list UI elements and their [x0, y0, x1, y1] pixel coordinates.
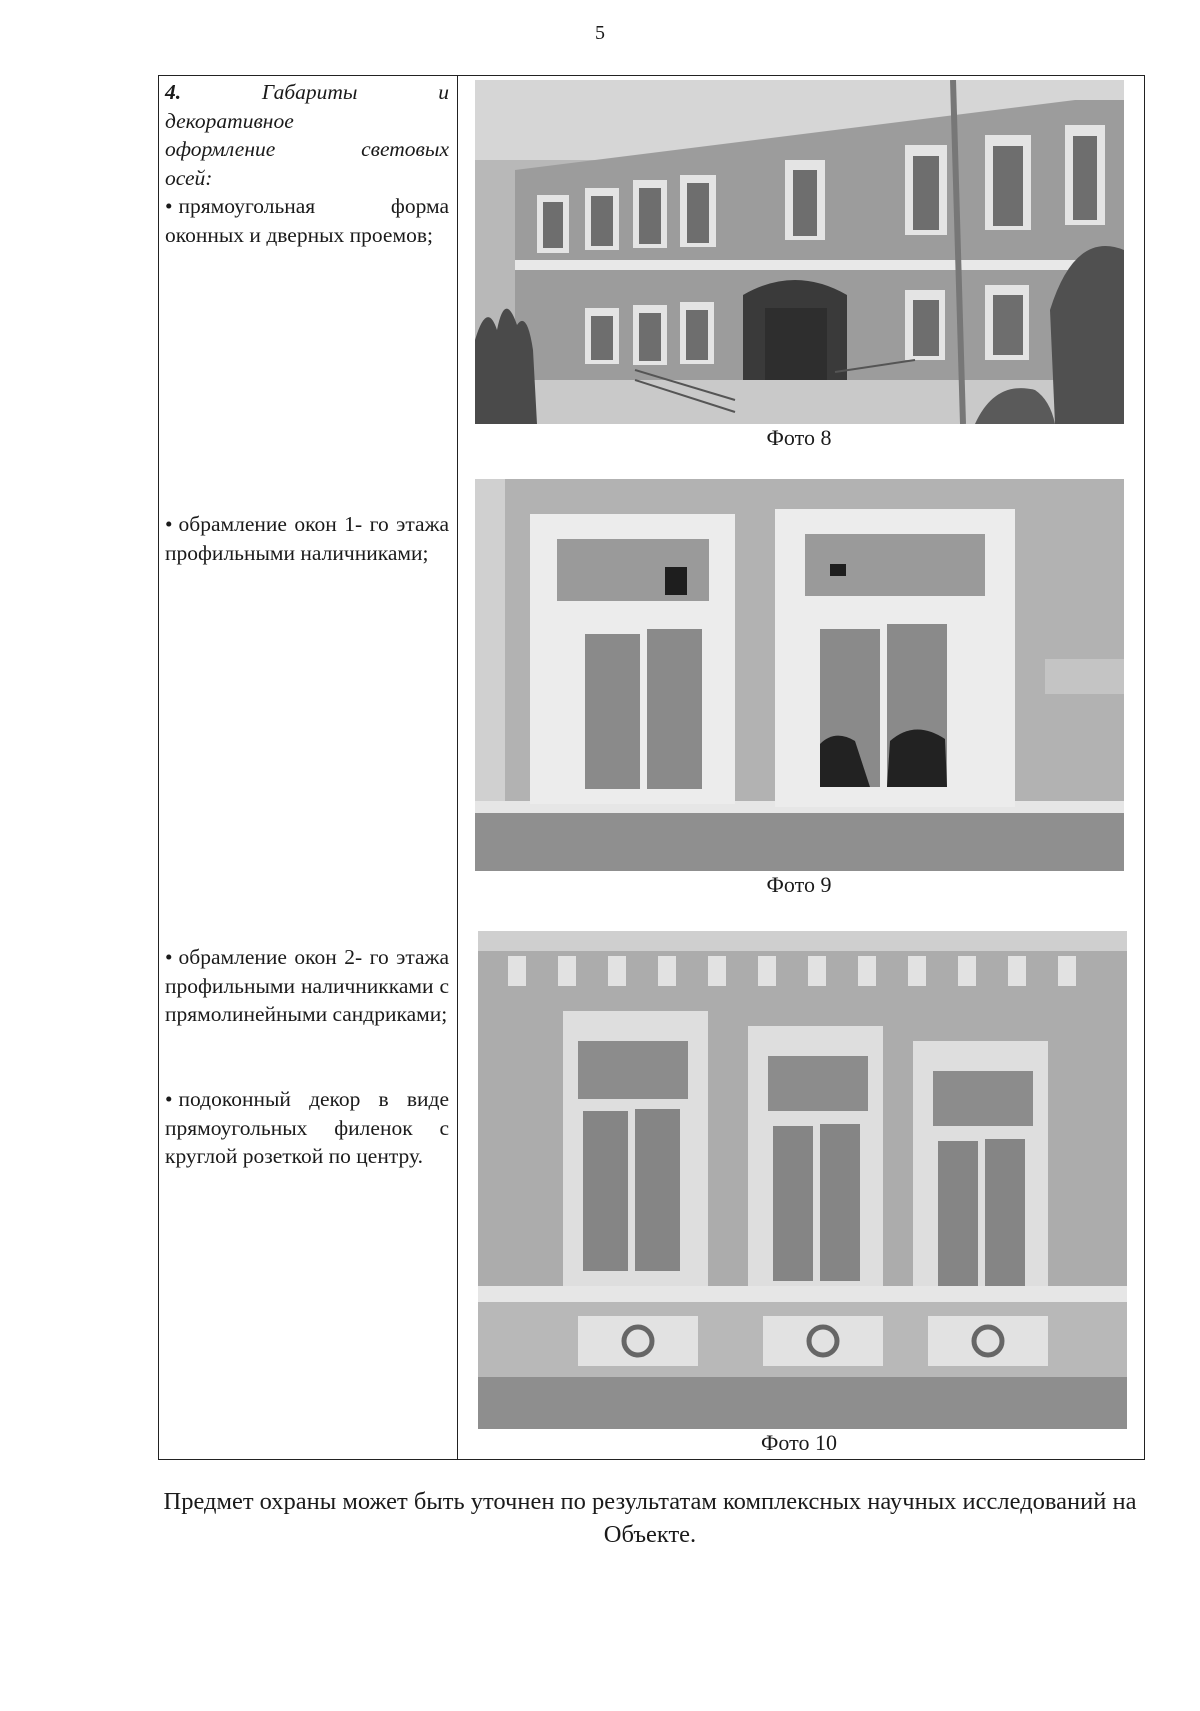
photo-caption-8: Фото 8: [766, 425, 832, 450]
section-number: 4.: [165, 80, 182, 104]
item-rect-openings: • прямоугольная форма оконных и дверных проемов;: [165, 192, 449, 249]
heading-word: оформление: [165, 137, 276, 162]
heading-word: световых: [361, 137, 449, 162]
heading-line-4: осей:: [165, 165, 213, 190]
photo-caption-10: Фото 10: [761, 1430, 837, 1455]
photo-floor1-windows: [475, 479, 1124, 871]
heading-word: и: [438, 80, 450, 104]
photo-floor2-windows: [478, 931, 1127, 1429]
protection-subject-table: [158, 75, 1145, 1460]
item-floor2-frames: • обрамление окон 2- го этажа профильными наличникками с прямолинейными сандриками;: [165, 943, 449, 1029]
heading-line-3: [165, 135, 449, 164]
page-number: 5: [595, 22, 605, 44]
photo-caption-9: Фото 9: [766, 872, 832, 897]
heading-word: Габариты: [261, 80, 358, 104]
heading-line-2: декоративное: [165, 108, 294, 133]
footer-note: Предмет охраны может быть уточнен по результатам комплексных научных исследований на Объекте.: [163, 1488, 1137, 1548]
heading-line-1: [165, 78, 449, 107]
item-floor1-frames: • обрамление окон 1- го этажа профильными наличниками;: [165, 510, 449, 567]
column-divider: [457, 76, 458, 1459]
photo-facade: [475, 80, 1124, 424]
item-sill-decor: • подоконный декор в виде прямоугольных филенок с круглой розеткой по центру.: [165, 1085, 449, 1171]
section-heading: [165, 78, 449, 192]
